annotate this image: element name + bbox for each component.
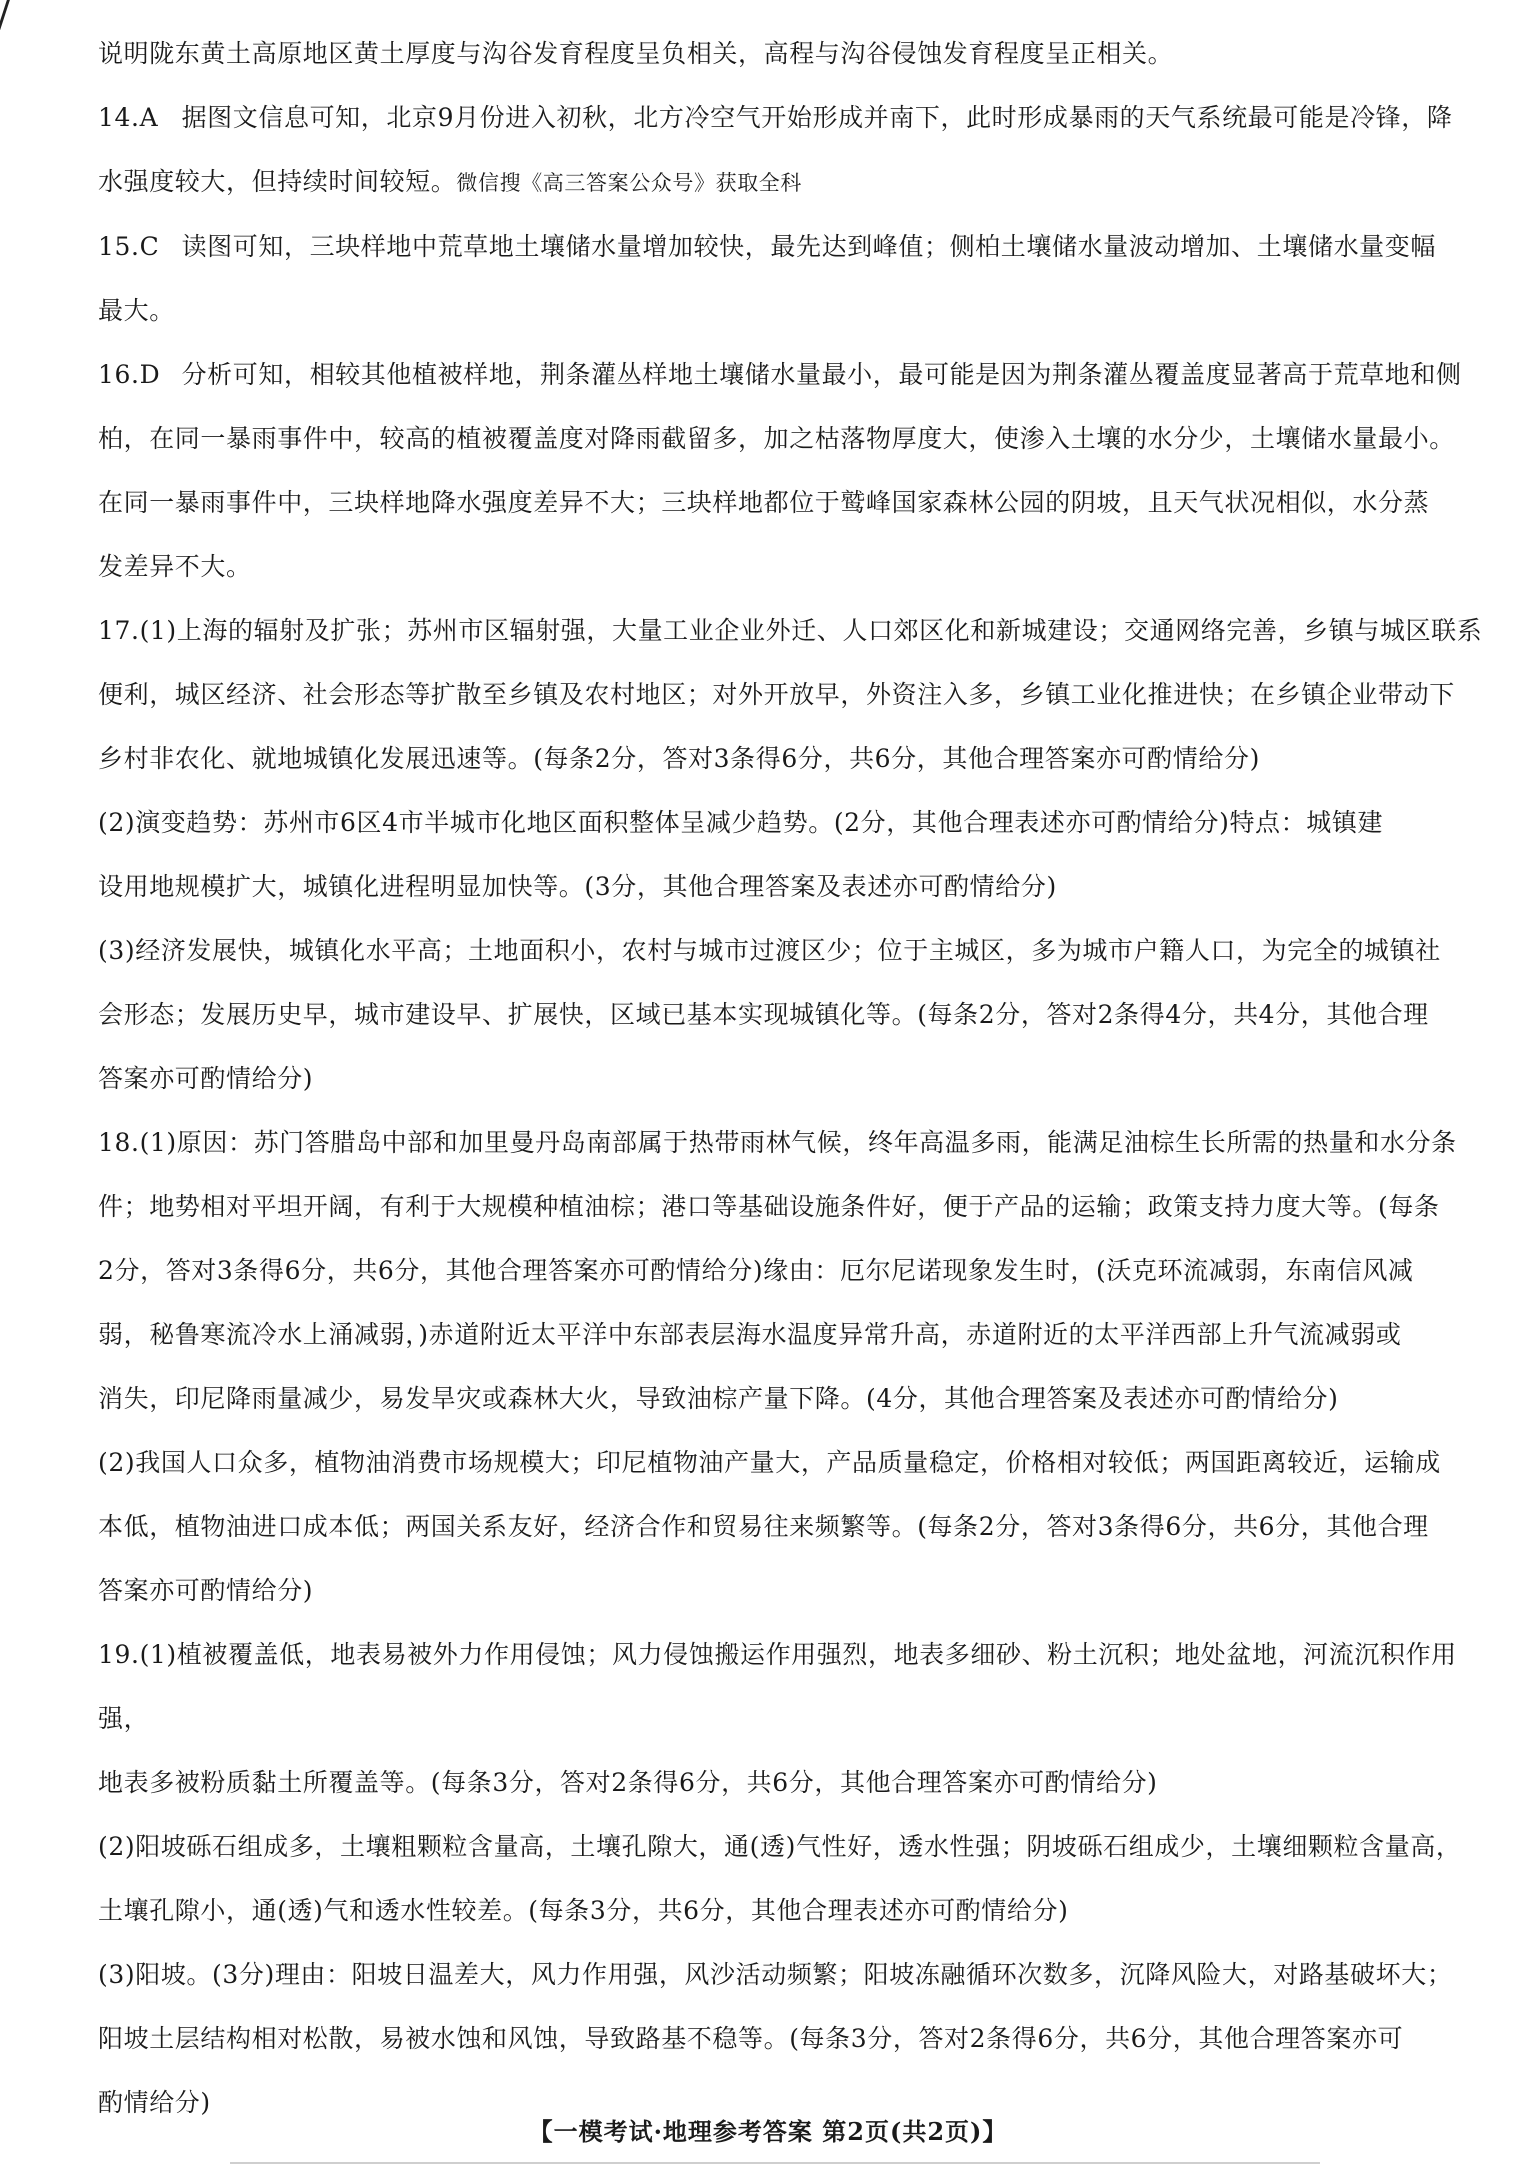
question-number: 18. — [98, 1128, 140, 1157]
text-line: 2分，答对3条得6分，共6分，其他合理答案亦可酌情给分)缘由：厄尔尼诺现象发生时，(沃克环流减弱，东南信风减 — [98, 1256, 1414, 1285]
answer-17-2 — [98, 791, 1488, 919]
text-line: (2)演变趋势：苏州市6区4市半城市化地区面积整体呈减少趋势。(2分，其他合理表述亦可酌情给分)特点：城镇建 — [98, 808, 1384, 837]
text-line: (1)上海的辐射及扩张；苏州市区辐射强，大量工业企业外迁、人口郊区化和新城建设；交通网络完善，乡镇与城区联系 — [139, 616, 1483, 645]
text-line: (2)我国人口众多，植物油消费市场规模大；印尼植物油产量大，产品质量稳定，价格相对较低；两国距离较近，运输成 — [98, 1448, 1441, 1477]
question-number: 17. — [98, 616, 140, 645]
footer-divider — [230, 2162, 1320, 2164]
question-number: 16. — [98, 360, 140, 389]
page-footer: 【一模考试·地理参考答案 第2页(共2页)】 — [528, 2117, 1008, 2146]
question-number: 15. — [98, 232, 140, 261]
text-line: 在同一暴雨事件中，三块样地降水强度差异不大；三块样地都位于鹫峰国家森林公园的阴坡，且天气状况相似，水分蒸 — [98, 488, 1430, 517]
text-line: 会形态；发展历史早，城市建设早、扩展快，区域已基本实现城镇化等。(每条2分，答对2条得4分，共4分，其他合理 — [98, 1000, 1429, 1029]
text-line: 便利，城区经济、社会形态等扩散至乡镇及农村地区；对外开放早，外资注入多，乡镇工业化推进快；在乡镇企业带动下 — [98, 680, 1455, 709]
text-line: 阳坡土层结构相对松散，易被水蚀和风蚀，导致路基不稳等。(每条3分，答对2条得6分，共6分，其他合理答案亦可 — [98, 2024, 1404, 2053]
text-line: 最大。 — [98, 296, 175, 325]
text-line: 答案亦可酌情给分) — [98, 1576, 314, 1605]
text-line: 说明陇东黄土高原地区黄土厚度与沟谷发育程度呈负相关，高程与沟谷侵蚀发育程度呈正相关。 — [98, 39, 1174, 68]
watermark-note: 微信搜《高三答案公众号》获取全科 — [456, 171, 803, 195]
answer-14 — [98, 86, 1488, 215]
text-line: 水强度较大，但持续时间较短。 — [98, 167, 457, 196]
text-line: 件；地势相对平坦开阔，有利于大规模种植油棕；港口等基础设施条件好，便于产品的运输；政策支持力度大等。(每条 — [98, 1192, 1440, 1221]
answer-19-2 — [98, 1815, 1488, 1943]
text-line: 本低，植物油进口成本低；两国关系友好，经济合作和贸易往来频繁等。(每条2分，答对3条得6分，共6分，其他合理 — [98, 1512, 1429, 1541]
text-line: 消失，印尼降雨量减少，易发旱灾或森林大火，导致油棕产量下降。(4分，其他合理答案及表述亦可酌情给分) — [98, 1384, 1339, 1413]
question-number: 19. — [98, 1640, 140, 1669]
text-line: (2)阳坡砾石组成多，土壤粗颗粒含量高，土壤孔隙大，通(透)气性好，透水性强；阴坡砾石组成少，土壤细颗粒含量高， — [98, 1832, 1462, 1861]
text-line: 土壤孔隙小，通(透)气和透水性较差。(每条3分，共6分，其他合理表述亦可酌情给分) — [98, 1896, 1069, 1925]
question-number: 14. — [98, 103, 140, 132]
text-line: (1)原因：苏门答腊岛中部和加里曼丹岛南部属于热带雨林气候，终年高温多雨，能满足油棕生长所需的热量和水分条 — [139, 1128, 1457, 1157]
answer-18-1 — [98, 1111, 1488, 1431]
answer-18-2 — [98, 1431, 1488, 1623]
answer-continuation — [98, 22, 1488, 86]
answer-16 — [98, 343, 1488, 599]
answer-15 — [98, 215, 1488, 343]
answer-page — [98, 22, 1488, 2135]
answer-19-1 — [98, 1623, 1488, 1815]
text-line: 分析可知，相较其他植被样地，荆条灌丛样地土壤储水量最小，最可能是因为荆条灌丛覆盖度显著高于荒草地和侧 — [181, 360, 1462, 389]
corner-mark — [0, 0, 24, 30]
text-line: 弱，秘鲁寒流冷水上涌减弱，)赤道附近太平洋中东部表层海水温度异常升高，赤道附近的太平洋西部上升气流减弱或 — [98, 1320, 1402, 1349]
text-line: 读图可知，三块样地中荒草地土壤储水量增加较快，最先达到峰值；侧柏土壤储水量波动增加、土壤储水量变幅 — [181, 232, 1436, 261]
text-line: 乡村非农化、就地城镇化发展迅速等。(每条2分，答对3条得6分，共6分，其他合理答案亦可酌情给分) — [98, 744, 1260, 773]
answer-choice: C — [139, 232, 160, 261]
text-line: 设用地规模扩大，城镇化进程明显加快等。(3分，其他合理答案及表述亦可酌情给分) — [98, 872, 1057, 901]
text-line: (1)植被覆盖低，地表易被外力作用侵蚀；风力侵蚀搬运作用强烈，地表多细砂、粉土沉积；地处盆地，河流沉积作用强， — [98, 1640, 1457, 1733]
answer-19-3 — [98, 1943, 1488, 2135]
text-line: (3)经济发展快，城镇化水平高；土地面积小，农村与城市过渡区少；位于主城区，多为城市户籍人口，为完全的城镇社 — [98, 936, 1441, 965]
text-line: 酌情给分) — [98, 2088, 211, 2117]
text-line: 发差异不大。 — [98, 552, 252, 581]
text-line: (3)阳坡。(3分)理由：阳坡日温差大，风力作用强，风沙活动频繁；阳坡冻融循环次数多，沉降风险大，对路基破坏大； — [98, 1960, 1453, 1989]
answer-17-1 — [98, 599, 1488, 791]
answer-choice: D — [139, 360, 161, 389]
text-line: 柏，在同一暴雨事件中，较高的植被覆盖度对降雨截留多，加之枯落物厚度大，使渗入土壤的水分少，土壤储水量最小。 — [98, 424, 1455, 453]
answer-choice: A — [139, 103, 159, 132]
text-line: 地表多被粉质黏土所覆盖等。(每条3分，答对2条得6分，共6分，其他合理答案亦可酌情给分) — [98, 1768, 1158, 1797]
text-line: 答案亦可酌情给分) — [98, 1064, 314, 1093]
text-line: 据图文信息可知，北京9月份进入初秋，北方冷空气开始形成并南下，此时形成暴雨的天气系统最可能是冷锋，降 — [181, 103, 1453, 132]
answer-17-3 — [98, 919, 1488, 1111]
